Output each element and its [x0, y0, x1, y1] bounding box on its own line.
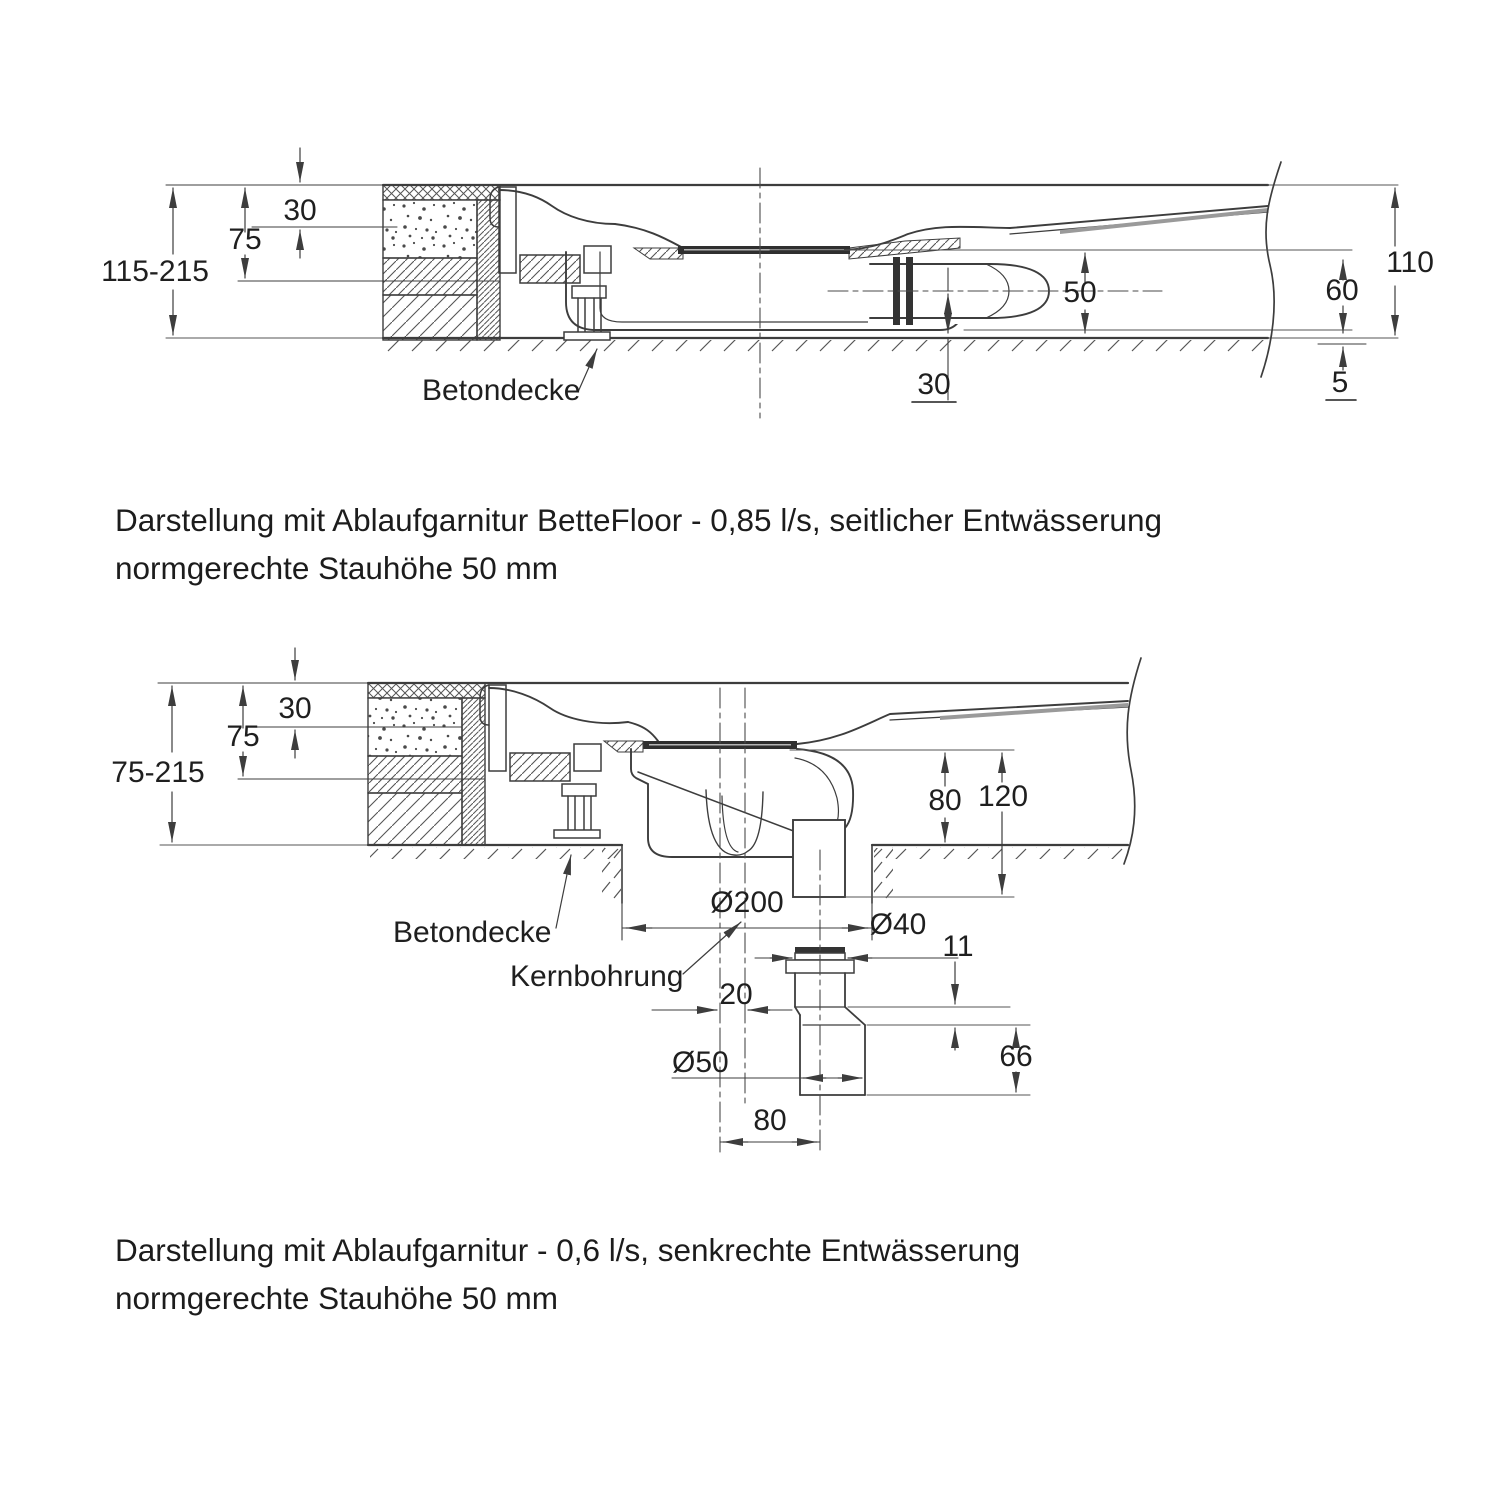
dim-label-tile-1: 30 [283, 194, 317, 227]
concrete-deck-hatch-1 [386, 340, 1266, 352]
dim-label-fitting-height: 66 [999, 1040, 1033, 1073]
dim-label-socket-offset: 11 [942, 930, 974, 963]
caption-side-drainage-line2: normgerechte Stauhöhe 50 mm [115, 550, 558, 586]
dim-label-screed-1: 75 [228, 223, 262, 256]
caption-side-drainage-line1: Darstellung mit Ablaufgarnitur BetteFloor - 0,85 l/s, seitlicher Entwässerung [115, 502, 1162, 538]
floor-buildup-1 [383, 185, 500, 340]
shower-tray-1 [499, 190, 1268, 250]
dim-label-core-dia: Ø200 [710, 886, 784, 919]
dim-label-horizontal-offset: 80 [753, 1104, 787, 1137]
label-kernbohrung: Kernbohrung [510, 960, 684, 993]
label-betondecke-1: Betondecke [422, 374, 581, 407]
drawing-side-drainage [101, 148, 1434, 418]
floor-buildup-2 [368, 683, 485, 845]
dim-label-110: 110 [1386, 246, 1434, 279]
offset-fitting [786, 947, 865, 1095]
support-rail-2 [480, 685, 601, 838]
dim-label-pipe-axis-1: 30 [917, 368, 951, 401]
dim-label-lower-dia: Ø50 [672, 1046, 729, 1079]
vertical-outlet-stub [793, 820, 845, 897]
dim-label-axis-offset: 20 [719, 978, 753, 1011]
drawing-vertical-drainage [111, 648, 1141, 1155]
caption-side-drainage [115, 496, 1162, 592]
dim-label-buildup-1: 115-215 [101, 255, 209, 288]
dim-label-trap-height: 80 [928, 784, 962, 817]
dim-label-tile-2: 30 [278, 692, 312, 725]
dim-label-stauhoehe-1: 50 [1063, 276, 1097, 309]
caption-vertical-drainage [115, 1226, 1020, 1322]
shower-tray-2 [489, 688, 1128, 744]
dim-label-buildup-2: 75-215 [111, 756, 205, 789]
dim-label-60: 60 [1325, 274, 1359, 307]
caption-vertical-drainage-line2: normgerechte Stauhöhe 50 mm [115, 1280, 558, 1316]
dim-label-outlet-dia: Ø40 [869, 908, 927, 941]
support-rail-1 [490, 187, 611, 340]
caption-vertical-drainage-line1: Darstellung mit Ablaufgarnitur - 0,6 l/s, senkrechte Entwässerung [115, 1232, 1021, 1268]
dim-label-total-depth: 120 [977, 780, 1029, 813]
break-line-2 [1124, 658, 1141, 864]
dim-label-5: 5 [1331, 366, 1349, 399]
dim-label-screed-2: 75 [226, 720, 260, 753]
label-betondecke-2: Betondecke [393, 916, 552, 949]
